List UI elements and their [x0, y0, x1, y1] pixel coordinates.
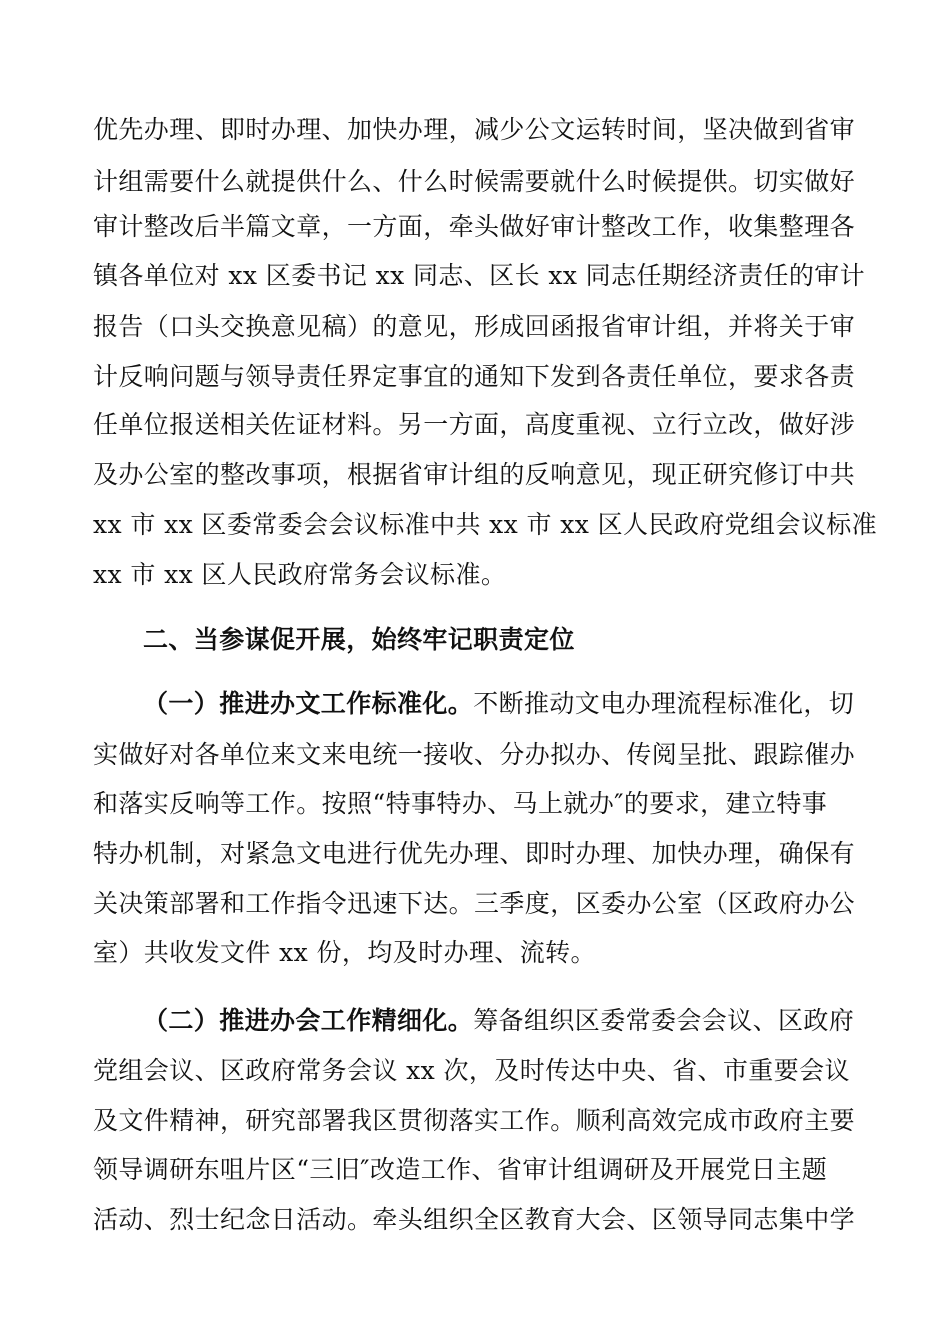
paragraph-line: xx 市 xx 区人民政府常务会议标准。 — [93, 560, 507, 589]
paragraph-line: 室）共收发文件 xx 份，均及时办理、流转。 — [93, 938, 596, 967]
paragraph-line: 计反响问题与领导责任界定事宜的通知下发到各责任单位，要求各责 — [93, 362, 856, 391]
paragraph-line: 领导调研东咀片区“三旧″改造工作、省审计组调研及开展党日主题 — [93, 1155, 828, 1184]
paragraph-line: 审计整改后半篇文章，一方面，牵头做好审计整改工作，收集整理各 — [93, 212, 856, 241]
paragraph-line: 计组需要什么就提供什么、什么时候需要就什么时候提供。切实做好 — [93, 167, 856, 196]
paragraph-line: 报告（口头交换意见稿）的意见，形成回函报省审计组，并将关于审 — [93, 312, 856, 341]
subsection-text: 不断推动文电办理流程标准化，切 — [473, 689, 855, 718]
paragraph-line: 及办公室的整改事项，根据省审计组的反响意见，现正研究修订中共 — [93, 460, 856, 489]
paragraph-line: 镇各单位对 xx 区委书记 xx 同志、区长 xx 同志任期经济责任的审计 — [93, 261, 866, 290]
paragraph-line: 党组会议、区政府常务会议 xx 次，及时传达中央、省、市重要会议 — [93, 1056, 850, 1085]
paragraph-line: 及文件精神，研究部署我区贯彻落实工作。顺利高效完成市政府主要 — [93, 1106, 856, 1135]
subsection-title: （一）推进办文工作标准化。 — [143, 689, 474, 718]
paragraph-line: 特办机制，对紧急文电进行优先办理、即时办理、加快办理，确保有 — [93, 839, 856, 868]
paragraph-line: xx 市 xx 区委常委会会议标准中共 xx 市 xx 区人民政府党组会议标准 — [93, 510, 878, 539]
subsection-first-line — [143, 1004, 854, 1038]
paragraph-line: 活动、烈士纪念日活动。牵头组织全区教育大会、区领导同志集中学 — [93, 1205, 856, 1234]
subsection-title: （二）推进办会工作精细化。 — [143, 1006, 474, 1035]
subsection-first-line — [143, 687, 854, 721]
subsection-text: 筹备组织区委常委会会议、区政府 — [473, 1006, 855, 1035]
paragraph-line: 实做好对各单位来文来电统一接收、分办拟办、传阅呈批、跟踪催办 — [93, 740, 856, 769]
paragraph-line: 优先办理、即时办理、加快办理，减少公文运转时间，坚决做到省审 — [93, 115, 856, 144]
paragraph-line: 任单位报送相关佐证材料。另一方面，高度重视、立行立改，做好涉 — [93, 410, 856, 439]
section-heading: 二、当参谋促开展，始终牢记职责定位 — [143, 625, 575, 654]
paragraph-line: 关决策部署和工作指令迅速下达。三季度，区委办公室（区政府办公 — [93, 889, 856, 918]
paragraph-line: 和落实反响等工作。按照“特事特办、马上就办″的要求，建立特事 — [93, 789, 828, 818]
